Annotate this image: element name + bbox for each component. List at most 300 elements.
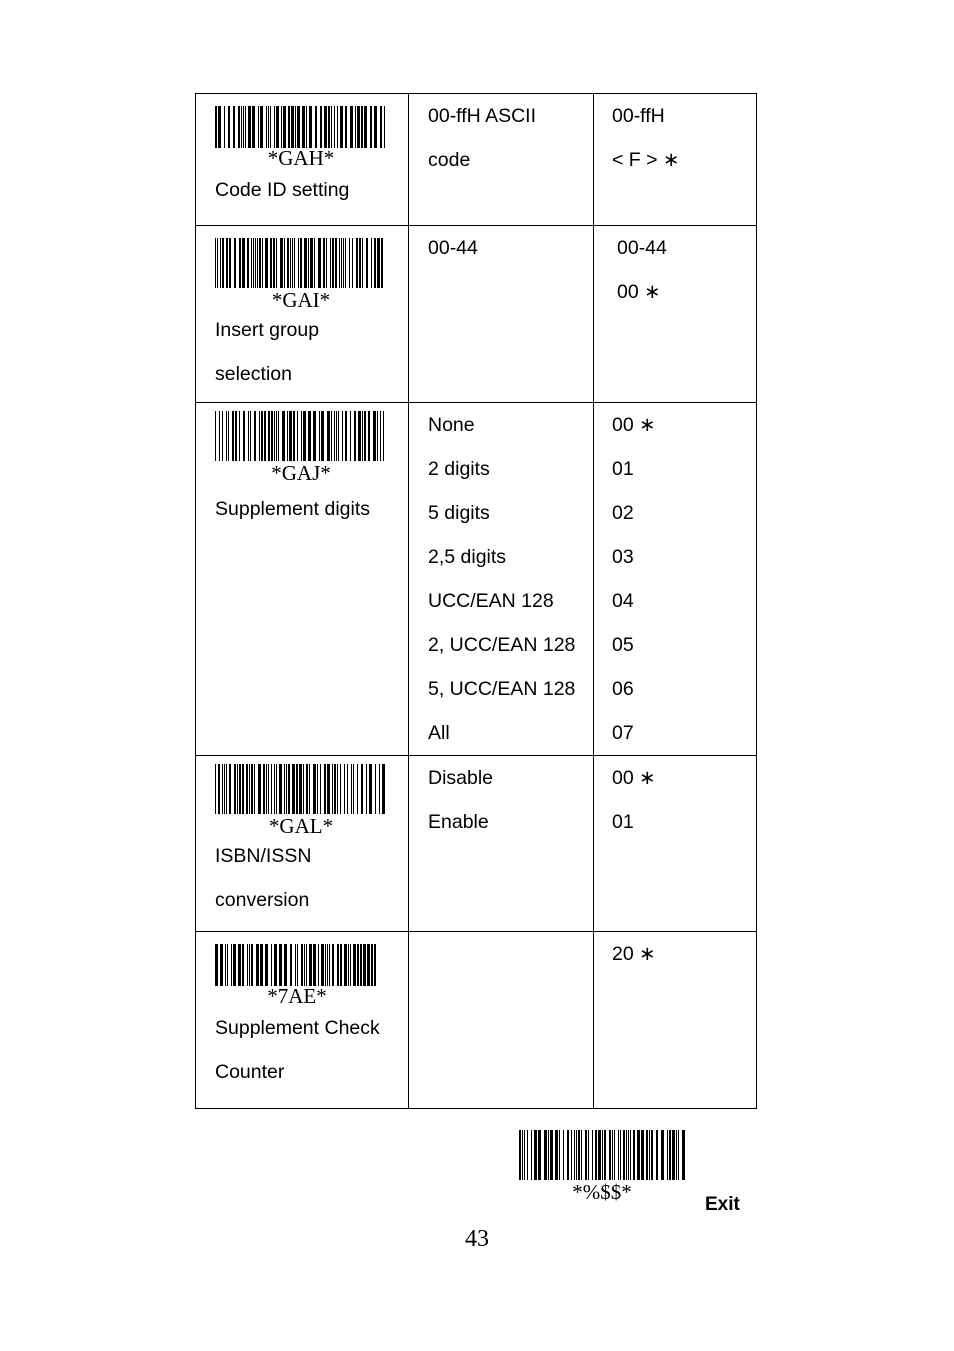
barcode-bar [361, 106, 363, 148]
exit-label: Exit [705, 1194, 740, 1215]
barcode-bar [247, 238, 249, 288]
barcode-bar [288, 764, 290, 814]
barcode-bar [345, 411, 347, 461]
barcode-bar [249, 944, 250, 986]
barcode-image[interactable] [215, 944, 390, 1006]
barcode-bar [297, 411, 298, 461]
barcode-bar [243, 411, 245, 461]
barcode-bar [369, 764, 372, 814]
barcode-bar [383, 411, 384, 461]
barcode-bar [224, 106, 225, 148]
table-row [196, 94, 757, 226]
barcode-bar [669, 1130, 671, 1180]
barcode-bar [337, 764, 338, 814]
barcode-bar [257, 238, 258, 288]
value-text: 01 [612, 811, 634, 833]
barcode-bar [330, 238, 331, 288]
barcode-bar [222, 764, 223, 814]
barcode-bar [251, 238, 252, 288]
barcode-bar [239, 764, 241, 814]
barcode-bar [630, 1130, 631, 1180]
barcode-bar [313, 411, 316, 461]
barcode-bar [243, 106, 244, 148]
barcode-bar [381, 238, 383, 288]
barcode-bar [538, 1130, 541, 1180]
barcode-bar [281, 106, 282, 148]
value-text: 04 [612, 590, 634, 612]
barcode-bar [228, 411, 229, 461]
barcode-image[interactable] [215, 106, 390, 168]
barcode-bar [258, 764, 261, 814]
barcode-bar [270, 106, 271, 148]
barcode-bar [362, 238, 363, 288]
barcode-bar [334, 411, 335, 461]
barcode-bar [384, 106, 385, 148]
barcode-caption: *GAL* [268, 814, 334, 838]
barcode-bar [337, 106, 338, 148]
barcode-bar [303, 764, 304, 814]
barcode-bar [218, 106, 221, 148]
barcode-bar [298, 238, 299, 288]
barcode-bar [332, 944, 334, 986]
barcode-bar [524, 1130, 525, 1180]
barcode-bar [585, 1130, 587, 1180]
exit-barcode[interactable] [519, 1130, 685, 1180]
barcode-bar [559, 1130, 560, 1180]
table-row [196, 932, 757, 1109]
barcode-bar [338, 411, 339, 461]
barcode-bar [299, 764, 302, 814]
barcode-bar [227, 944, 228, 986]
values-cell [594, 226, 757, 403]
function-cell [196, 932, 409, 1109]
barcode-bar [373, 411, 376, 461]
option-text: None [428, 414, 475, 436]
barcode-bar [220, 238, 221, 288]
table-row [196, 403, 757, 756]
barcode-bar [337, 944, 339, 986]
barcode-bar [238, 106, 240, 148]
barcode-bar [234, 764, 236, 814]
barcode-bar [239, 238, 241, 288]
barcode-bar [317, 764, 318, 814]
barcode-bar [218, 764, 220, 814]
barcode-bar [646, 1130, 648, 1180]
barcode-bar [345, 106, 347, 148]
barcode-bar [667, 1130, 668, 1180]
barcode-bar [276, 411, 277, 461]
barcode-bar [224, 764, 225, 814]
barcode-bar [225, 944, 226, 986]
options-cell [409, 226, 594, 403]
function-label: Counter [215, 1061, 285, 1083]
barcode-bar [563, 1130, 564, 1180]
barcode-bar [335, 238, 337, 288]
barcode-bar [226, 238, 228, 288]
barcode-bar [262, 238, 263, 288]
barcode-bar [318, 944, 319, 986]
barcode-bar [242, 944, 244, 986]
barcode-bar [241, 106, 242, 148]
barcode-bar [354, 411, 356, 461]
barcode-bar [215, 238, 216, 288]
barcode-bar [265, 238, 268, 288]
barcode-bar [581, 1130, 582, 1180]
barcode-bar [367, 944, 370, 986]
barcode-bar [265, 944, 268, 986]
barcode-bar [242, 764, 244, 814]
barcode-bar [264, 411, 266, 461]
barcode-bar [222, 411, 223, 461]
barcode-bar [339, 238, 340, 288]
barcode-bar [334, 106, 335, 148]
barcode-bar [266, 764, 267, 814]
barcode-bar [280, 238, 283, 288]
barcode-bar [310, 238, 313, 288]
values-cell [594, 94, 757, 226]
barcode-bar [544, 1130, 547, 1180]
barcode-bar [592, 1130, 593, 1180]
values-cell [594, 932, 757, 1109]
barcode-bar [308, 411, 311, 461]
barcode-bar [352, 238, 353, 288]
barcode-bar [274, 764, 275, 814]
barcode-bar [271, 411, 273, 461]
barcode-bar [217, 238, 218, 288]
barcode-bar [268, 764, 269, 814]
option-text: UCC/EAN 128 [428, 590, 554, 612]
barcode-bar [375, 764, 376, 814]
table-row [196, 756, 757, 932]
barcode-bar [242, 238, 245, 288]
value-text: 06 [612, 678, 634, 700]
barcode-bar [350, 944, 351, 986]
value-text: 05 [612, 634, 634, 656]
value-text: 00-44 [617, 237, 667, 259]
barcode-bar [226, 411, 227, 461]
barcode-bar [220, 944, 223, 986]
barcode-bar [300, 238, 302, 288]
barcode-bar [676, 1130, 677, 1180]
barcode-bar [301, 411, 302, 461]
barcode-caption: *GAJ* [271, 461, 331, 485]
barcode-bar [279, 944, 282, 986]
barcode-bar [356, 238, 358, 288]
barcode-bar [254, 764, 255, 814]
barcode-bar [254, 411, 256, 461]
options-cell [409, 403, 594, 756]
barcode-bar [297, 944, 298, 986]
barcode-bar [248, 106, 251, 148]
barcode-bar [350, 411, 351, 461]
barcode-bar [297, 106, 300, 148]
barcode-bar [343, 238, 344, 288]
barcode-bar [661, 1130, 664, 1180]
barcode-bar [319, 411, 320, 461]
barcode-bar [519, 1130, 521, 1180]
page-number: 43 [465, 1226, 489, 1252]
option-text: 2 digits [428, 458, 490, 480]
barcode-bar [249, 764, 250, 814]
barcode-bar [296, 764, 298, 814]
barcode-bar [309, 764, 310, 814]
function-cell [196, 756, 409, 932]
barcode-bar [363, 944, 366, 986]
barcode-bar [342, 411, 343, 461]
barcode-bar [279, 764, 282, 814]
barcode-bar [379, 764, 380, 814]
barcode-bar [334, 764, 336, 814]
barcode-bar [618, 1130, 619, 1180]
barcode-bar [347, 764, 348, 814]
barcode-bar [290, 944, 292, 986]
barcode-bar [340, 106, 343, 148]
barcode-bar [306, 106, 307, 148]
barcode-bar [355, 106, 356, 148]
barcode-bar [361, 764, 363, 814]
barcode-bar [309, 944, 312, 986]
option-text: 2, UCC/EAN 128 [428, 634, 576, 656]
option-text: 00-44 [428, 237, 478, 259]
barcode-bar [215, 411, 216, 461]
value-text: 01 [612, 458, 634, 480]
exit-barcode-caption: *%$$* [572, 1180, 632, 1204]
barcode-bar [628, 1130, 629, 1180]
barcode-bar [374, 238, 376, 288]
option-text: 5 digits [428, 502, 490, 524]
barcode-image[interactable] [215, 764, 390, 838]
barcode-bar [332, 238, 334, 288]
barcode-bar [253, 238, 254, 288]
barcode-bar [320, 764, 321, 814]
barcode-bar [268, 106, 269, 148]
barcode-bar [251, 944, 253, 986]
barcode-bar [345, 238, 346, 288]
barcode-bar [633, 1130, 635, 1180]
barcode-bar [380, 411, 381, 461]
barcode-bar [286, 764, 287, 814]
barcode-bar [313, 764, 316, 814]
barcode-bar [292, 764, 295, 814]
barcode-bar [282, 411, 285, 461]
barcode-bar [232, 411, 234, 461]
barcode-bar [276, 764, 277, 814]
barcode-bar [248, 411, 249, 461]
barcode-bar [271, 764, 272, 814]
barcode-bar [226, 764, 227, 814]
barcode-bar [576, 1130, 577, 1180]
value-text: 00 ∗ [612, 414, 656, 436]
option-text: 00-ffH ASCII [428, 105, 537, 127]
barcode-bar [245, 106, 246, 148]
barcode-bar [324, 106, 327, 148]
function-cell [196, 226, 409, 403]
barcode-bar [548, 1130, 549, 1180]
value-text: 07 [612, 722, 634, 744]
barcode-bar [303, 411, 306, 461]
barcode-bar [289, 411, 292, 461]
barcode-bar [260, 106, 263, 148]
barcode-bar [256, 944, 259, 986]
barcode-bar [357, 944, 359, 986]
barcode-bar [302, 106, 305, 148]
barcode-bar [222, 238, 224, 288]
barcode-bar [231, 944, 232, 986]
barcode-bar [531, 1130, 532, 1180]
barcode-bar [246, 764, 248, 814]
barcode-bar [678, 1130, 679, 1180]
barcode-bar [250, 411, 251, 461]
options-cell [409, 94, 594, 226]
option-text: 2,5 digits [428, 546, 507, 568]
settings-table [195, 93, 757, 1109]
barcode-bar [215, 764, 216, 814]
value-text: 00 ∗ [612, 767, 656, 789]
barcode-bar [651, 1130, 653, 1180]
barcode-bar [349, 238, 350, 288]
barcode-bar [336, 411, 337, 461]
barcode-bar [271, 944, 272, 986]
function-label: conversion [215, 889, 310, 911]
barcode-image[interactable] [215, 411, 390, 485]
barcode-bar [306, 944, 307, 986]
value-text: 00 ∗ [617, 281, 661, 303]
barcode-bar [266, 106, 267, 148]
barcode-bar [527, 1130, 528, 1180]
barcode-bar [304, 944, 305, 986]
barcode-bar [571, 1130, 572, 1180]
barcode-bar [331, 411, 332, 461]
barcode-bar [377, 238, 380, 288]
barcode-bar [268, 411, 270, 461]
barcode-bar [259, 238, 261, 288]
barcode-bar [295, 944, 296, 986]
barcode-caption: *GAH* [267, 146, 335, 170]
barcode-bar [288, 106, 290, 148]
barcode-bar [308, 238, 309, 288]
barcode-bar [656, 1130, 658, 1180]
barcode-bar [534, 1130, 537, 1180]
barcode-bar [620, 1130, 621, 1180]
barcode-bar [309, 106, 312, 148]
function-label: Insert group [215, 319, 320, 341]
barcode-bar [315, 106, 317, 148]
barcode-bar [329, 944, 330, 986]
barcode-bar [290, 238, 291, 288]
barcode-bar [270, 238, 272, 288]
option-text: code [428, 149, 471, 171]
barcode-bar [353, 764, 354, 814]
barcode-bar [382, 764, 385, 814]
barcode-bar [261, 411, 263, 461]
barcode-bar [371, 944, 373, 986]
options-cell [409, 756, 594, 932]
barcode-bar [278, 411, 279, 461]
barcode-bar [284, 764, 285, 814]
value-text: 03 [612, 546, 634, 568]
barcode-bar [595, 1130, 597, 1180]
barcode-bar [602, 1130, 603, 1180]
barcode-bar [228, 106, 230, 148]
barcode-bar [251, 764, 253, 814]
barcode-bar [341, 238, 342, 288]
barcode-bar [377, 411, 378, 461]
barcode-bar [238, 944, 241, 986]
barcode-bar [331, 106, 332, 148]
barcode-bar [233, 106, 235, 148]
option-text: Disable [428, 767, 494, 789]
barcode-bar [255, 238, 256, 288]
option-text: 5, UCC/EAN 128 [428, 678, 576, 700]
barcode-bar [353, 944, 356, 986]
barcode-bar [380, 106, 382, 148]
barcode-bar [306, 764, 308, 814]
barcode-bar [274, 944, 277, 986]
barcode-bar [340, 764, 341, 814]
values-cell [594, 403, 757, 756]
barcode-image[interactable] [215, 238, 390, 312]
barcode-bar [229, 764, 231, 814]
barcode-bar [318, 238, 321, 288]
barcode-bar [550, 1130, 553, 1180]
barcode-bar [284, 238, 285, 288]
barcode-bar [604, 1130, 606, 1180]
barcode-bar [327, 944, 328, 986]
barcode-bar [340, 944, 342, 986]
barcode-bar [276, 106, 279, 148]
barcode-bar [294, 238, 295, 288]
table-row [196, 226, 757, 403]
barcode-bar [614, 1130, 615, 1180]
value-text: 02 [612, 502, 634, 524]
barcode-bar [325, 944, 326, 986]
barcode-bar [348, 944, 349, 986]
barcode-bar [234, 238, 236, 288]
barcode-bar [229, 238, 231, 288]
barcode-bar [219, 411, 220, 461]
barcode-bar [598, 1130, 601, 1180]
option-text: All [428, 722, 450, 744]
option-text: Enable [428, 811, 489, 833]
barcode-bar [324, 764, 326, 814]
barcode-bar [326, 238, 327, 288]
barcode-bar [284, 944, 287, 986]
barcode-bar [263, 764, 265, 814]
barcode-bar [672, 1130, 675, 1180]
value-text: 20 ∗ [612, 943, 656, 965]
barcode-bar [328, 106, 330, 148]
barcode-bar [293, 411, 295, 461]
barcode-bar [360, 944, 362, 986]
barcode-bar [283, 106, 286, 148]
barcode-bar [358, 411, 361, 461]
barcode-bar [612, 1130, 613, 1180]
options-cell [409, 932, 594, 1109]
barcode-bar [641, 1130, 644, 1180]
barcode-bar [295, 106, 296, 148]
barcode-bar [357, 764, 358, 814]
barcode-bar [323, 238, 325, 288]
barcode-bar [362, 411, 363, 461]
barcode-bar [359, 238, 361, 288]
barcode-bar [239, 411, 240, 461]
barcode-bar [588, 1130, 589, 1180]
barcode-bar [314, 238, 315, 288]
barcode-bar [574, 1130, 575, 1180]
barcode-bar [364, 411, 366, 461]
barcode-bar [287, 238, 289, 288]
barcode-bar [366, 238, 368, 288]
